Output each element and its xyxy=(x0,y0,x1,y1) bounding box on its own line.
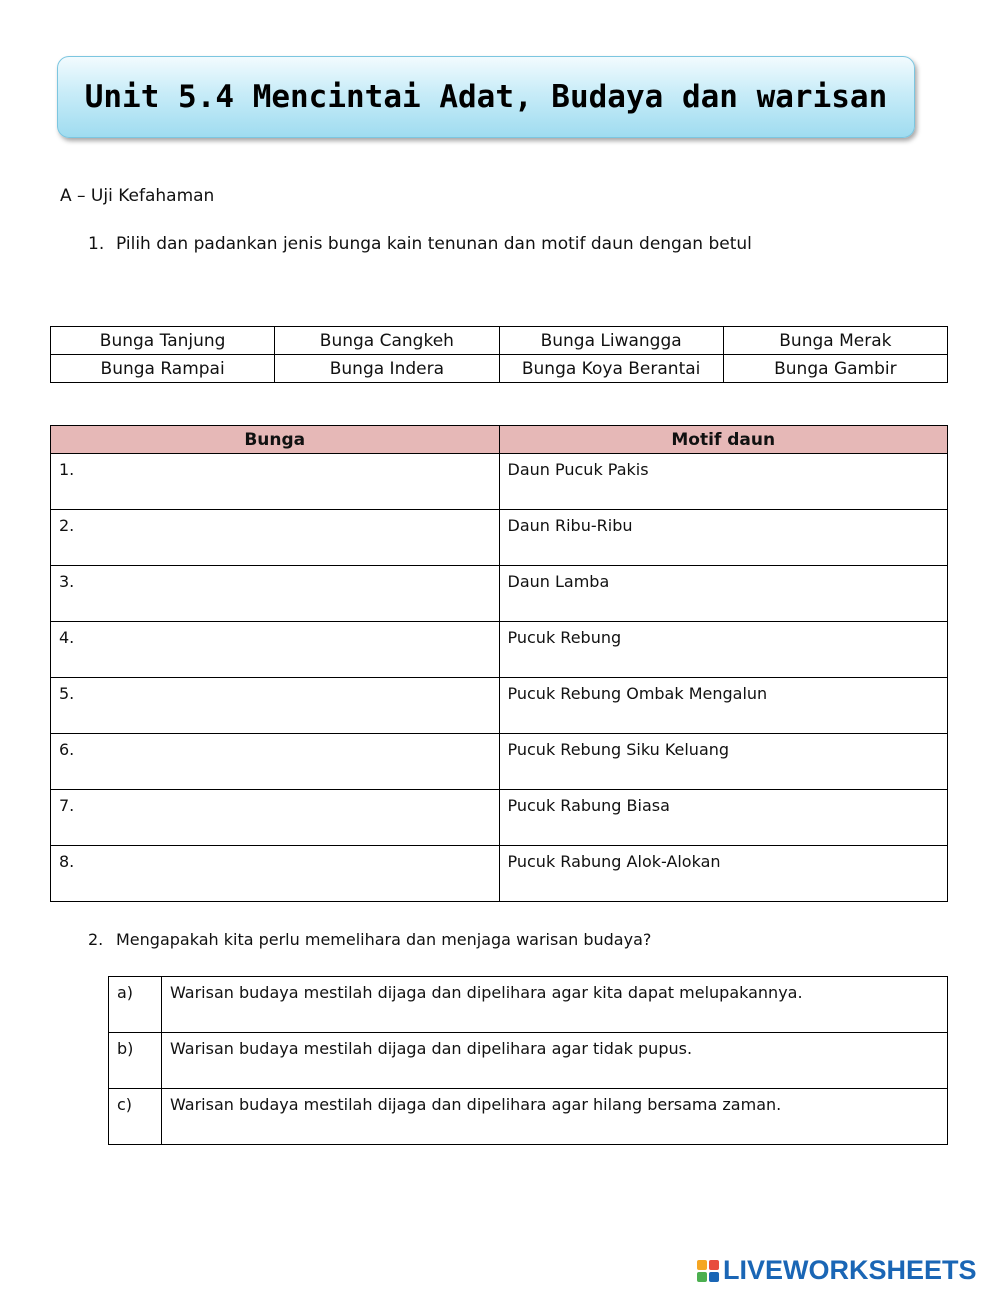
question-2 xyxy=(88,930,651,949)
answer-choices-table xyxy=(108,976,948,1145)
table-row xyxy=(51,566,948,622)
option-cell[interactable]: Bunga Koya Berantai xyxy=(499,355,723,383)
motif-cell: Pucuk Rebung xyxy=(499,622,948,678)
question-1 xyxy=(88,234,752,254)
choice-text[interactable]: Warisan budaya mestilah dijaga dan dipelihara agar hilang bersama zaman. xyxy=(162,1089,948,1145)
answer-drop-cell[interactable]: 5. xyxy=(51,678,500,734)
liveworksheets-logo-icon xyxy=(697,1260,719,1282)
answer-drop-cell[interactable]: 1. xyxy=(51,454,500,510)
table-row xyxy=(51,790,948,846)
table-row xyxy=(51,454,948,510)
option-cell[interactable]: Bunga Merak xyxy=(723,327,947,355)
table-row xyxy=(51,846,948,902)
title-banner xyxy=(57,56,915,138)
option-cell[interactable]: Bunga Rampai xyxy=(51,355,275,383)
answer-choice-row[interactable] xyxy=(109,1089,948,1145)
question-2-text: Mengapakah kita perlu memelihara dan menjaga warisan budaya? xyxy=(116,930,652,949)
answer-choice-row[interactable] xyxy=(109,1033,948,1089)
option-cell[interactable]: Bunga Tanjung xyxy=(51,327,275,355)
answer-drop-cell[interactable]: 7. xyxy=(51,790,500,846)
answer-drop-cell[interactable]: 3. xyxy=(51,566,500,622)
table-row xyxy=(51,622,948,678)
matching-table xyxy=(50,425,948,902)
options-row xyxy=(51,327,948,355)
choice-text[interactable]: Warisan budaya mestilah dijaga dan dipelihara agar tidak pupus. xyxy=(162,1033,948,1089)
table-row xyxy=(51,734,948,790)
question-1-text: Pilih dan padankan jenis bunga kain tenunan dan motif daun dengan betul xyxy=(116,234,752,254)
question-2-number: 2. xyxy=(88,930,104,949)
option-cell[interactable]: Bunga Liwangga xyxy=(499,327,723,355)
choice-letter: b) xyxy=(109,1033,162,1089)
choice-letter: c) xyxy=(109,1089,162,1145)
choice-letter: a) xyxy=(109,977,162,1033)
options-row xyxy=(51,355,948,383)
matching-header-row xyxy=(51,426,948,454)
answer-drop-cell[interactable]: 8. xyxy=(51,846,500,902)
brand-name: LIVEWORKSHEETS xyxy=(723,1255,977,1285)
header-motif-daun: Motif daun xyxy=(499,426,948,454)
page-title: Unit 5.4 Mencintai Adat, Budaya dan warisan xyxy=(84,79,888,115)
motif-cell: Pucuk Rabung Alok-Alokan xyxy=(499,846,948,902)
motif-cell: Pucuk Rabung Biasa xyxy=(499,790,948,846)
answer-choice-row[interactable] xyxy=(109,977,948,1033)
table-row xyxy=(51,678,948,734)
motif-cell: Pucuk Rebung Ombak Mengalun xyxy=(499,678,948,734)
answer-drop-cell[interactable]: 2. xyxy=(51,510,500,566)
answer-drop-cell[interactable]: 6. xyxy=(51,734,500,790)
table-row xyxy=(51,510,948,566)
option-cell[interactable]: Bunga Cangkeh xyxy=(275,327,499,355)
motif-cell: Daun Pucuk Pakis xyxy=(499,454,948,510)
motif-cell: Pucuk Rebung Siku Keluang xyxy=(499,734,948,790)
option-cell[interactable]: Bunga Gambir xyxy=(723,355,947,383)
answer-drop-cell[interactable]: 4. xyxy=(51,622,500,678)
motif-cell: Daun Ribu-Ribu xyxy=(499,510,948,566)
section-heading: A – Uji Kefahaman xyxy=(60,186,215,206)
motif-cell: Daun Lamba xyxy=(499,566,948,622)
option-cell[interactable]: Bunga Indera xyxy=(275,355,499,383)
choice-text[interactable]: Warisan budaya mestilah dijaga dan dipelihara agar kita dapat melupakannya. xyxy=(162,977,948,1033)
header-bunga: Bunga xyxy=(51,426,500,454)
question-1-number: 1. xyxy=(88,234,105,254)
brand-footer[interactable] xyxy=(697,1255,977,1286)
flower-options-table xyxy=(50,326,948,383)
